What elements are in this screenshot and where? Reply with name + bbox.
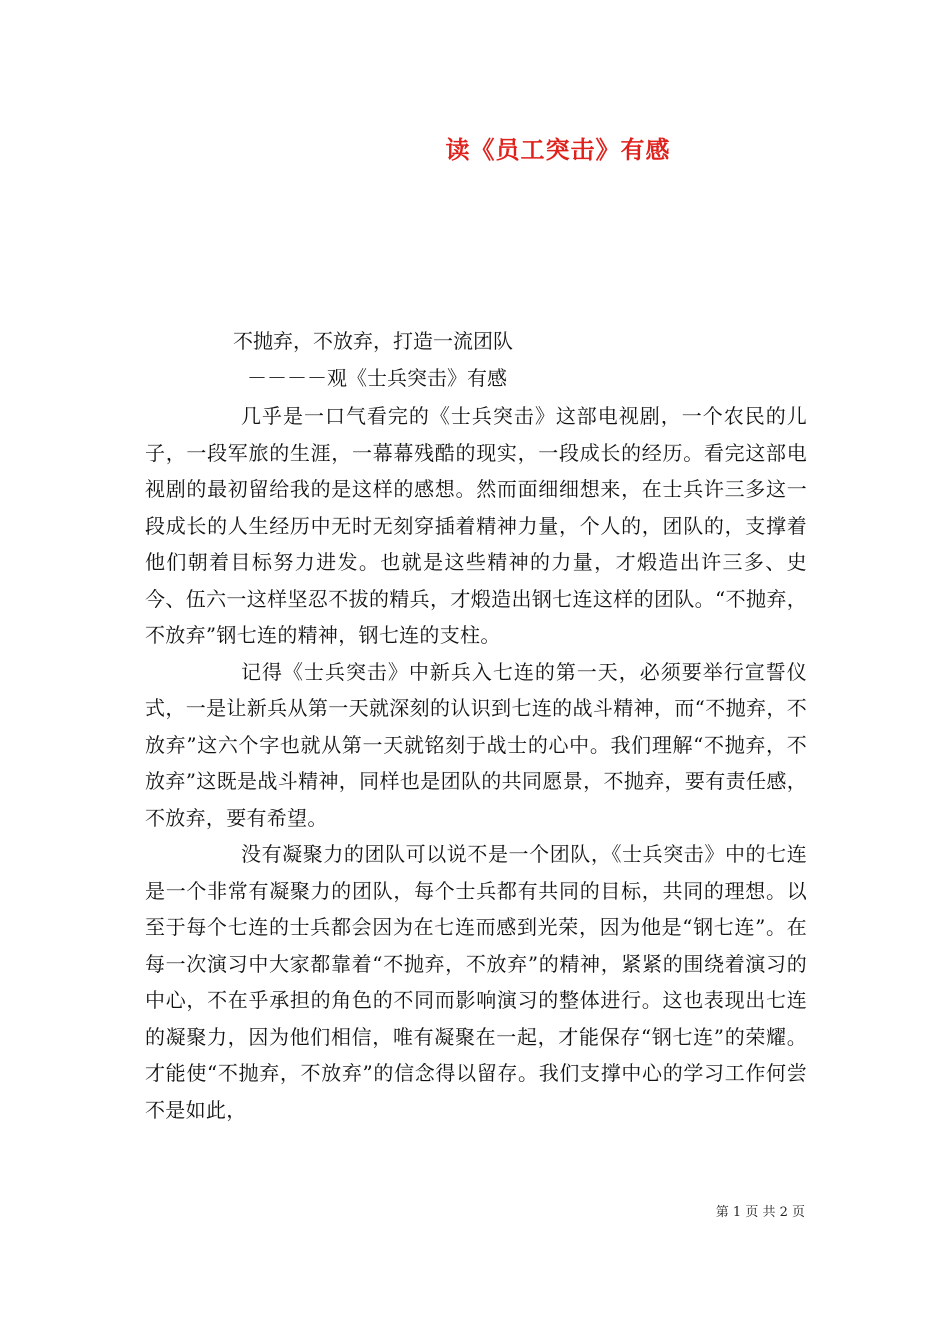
paragraph: 记得《士兵突击》中新兵入七连的第一天，必须要举行宣誓仪式，一是让新兵从第一天就深刻的认识到七连的战斗精神，而“不抛弃，不放弃”这六个字也就从第一天就铭刻于战士的心中。我们理解“不抛弃，不放弃”这既是战斗精神，同样也是团队的共同愿景，不抛弃，要有责任感，不放弃，要有希望。 <box>145 659 807 830</box>
page-footer: 第 1 页 共 2 页 <box>715 1205 805 1220</box>
document-title: 读《员工突击》有感 <box>445 135 671 164</box>
article-body <box>145 398 807 1128</box>
article-subtitle: 不抛弃，不放弃，打造一流团队 <box>233 329 513 353</box>
paragraph: 几乎是一口气看完的《士兵突击》这部电视剧，一个农民的儿子，一段军旅的生涯，一幕幕残酷的现实，一段成长的经历。看完这部电视剧的最初留给我的是这样的感想。然而面细细想来，在士兵许三多这一段成长的人生经历中无时无刻穿插着精神力量，个人的，团队的，支撑着他们朝着目标努力进发。也就是这些精神的力量，才煅造出许三多、史今、伍六一这样坚忍不拔的精兵，才煅造出钢七连这样的团队。“不抛弃，不放弃”钢七连的精神，钢七连的支柱。 <box>145 404 807 647</box>
paragraph: 没有凝聚力的团队可以说不是一个团队，《士兵突击》中的七连是一个非常有凝聚力的团队，每个士兵都有共同的目标，共同的理想。以至于每个七连的士兵都会因为在七连而感到光荣，因为他是“钢七连”。在每一次演习中大家都靠着“不抛弃，不放弃”的精神，紧紧的围绕着演习的中心，不在乎承担的角色的不同而影响演习的整体进行。这也表现出七连的凝聚力，因为他们相信，唯有凝聚在一起，才能保存“钢七连”的荣耀。才能使“不抛弃，不放弃”的信念得以留存。我们支撑中心的学习工作何尝不是如此， <box>145 842 807 1122</box>
article-byline: －－－－观《士兵突击》有感 <box>247 366 507 390</box>
